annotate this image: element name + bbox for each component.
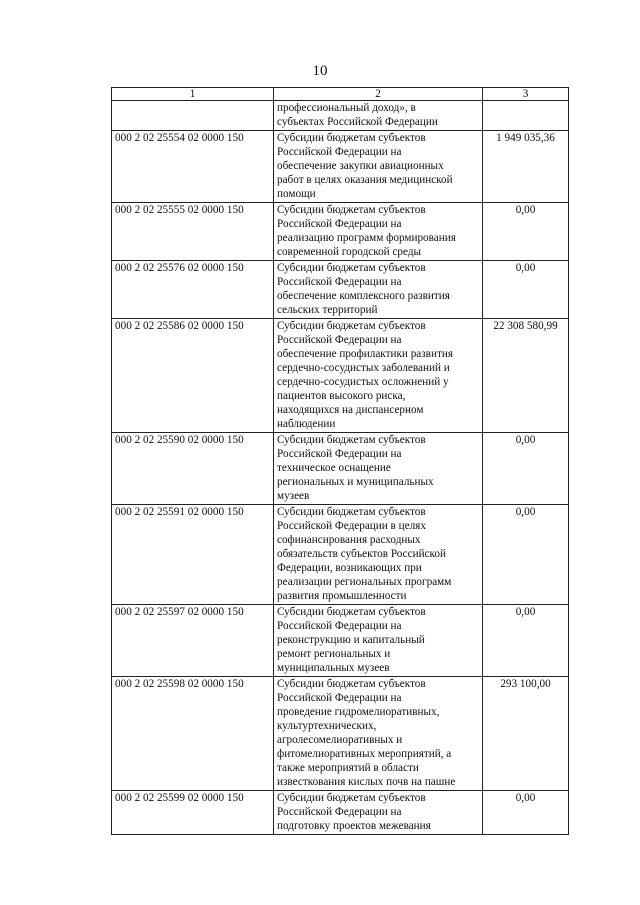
description-line: Субсидии бюджетам субъектов [277, 204, 426, 216]
description-line: сельских территорий [277, 304, 378, 316]
description-line: Субсидии бюджетам субъектов [277, 434, 426, 446]
description-line: фитомелиоративных мероприятий, а [277, 748, 452, 760]
budget-code [112, 101, 274, 131]
description-line: Субсидии бюджетам субъектов [277, 262, 426, 274]
description-line: современной городской среды [277, 246, 422, 258]
description-line: Российской Федерации на [277, 334, 402, 346]
table-row [112, 605, 569, 677]
subsidy-description [274, 791, 483, 835]
amount-value: 1 949 035,36 [483, 131, 569, 203]
subsidy-description [274, 433, 483, 505]
description-line: Субсидии бюджетам субъектов [277, 320, 426, 332]
description-line: реализацию программ формирования [277, 232, 456, 244]
table-row [112, 677, 569, 791]
table-row [112, 319, 569, 433]
description-line: наблюдении [277, 418, 336, 430]
description-line: Российской Федерации на [277, 218, 402, 230]
description-line: профессиональный доход», в [277, 102, 416, 114]
description-line: Российской Федерации на [277, 692, 402, 704]
description-line: Субсидии бюджетам субъектов [277, 132, 426, 144]
description-line: реализации региональных программ [277, 576, 452, 588]
description-line: сердечно-сосудистых осложнений у [277, 376, 449, 388]
description-line: развития промышленности [277, 590, 407, 602]
description-line: региональных и муниципальных [277, 476, 434, 488]
subsidy-description [274, 101, 483, 131]
budget-table [111, 87, 569, 835]
description-line: подготовку проектов межевания [277, 820, 431, 832]
description-line: помощи [277, 188, 316, 200]
description-line: также мероприятий в области [277, 762, 419, 774]
description-line: обеспечение закупки авиационных [277, 160, 444, 172]
description-line: Российской Федерации на [277, 620, 402, 632]
description-line: Российской Федерации в целях [277, 520, 426, 532]
amount-value: 0,00 [483, 505, 569, 605]
amount-value [483, 101, 569, 131]
table-row [112, 433, 569, 505]
description-line: ремонт региональных и [277, 648, 391, 660]
subsidy-description [274, 605, 483, 677]
description-line: муниципальных музеев [277, 662, 390, 674]
description-line: Субсидии бюджетам субъектов [277, 606, 426, 618]
table-row [112, 131, 569, 203]
table-row [112, 261, 569, 319]
amount-value: 22 308 580,99 [483, 319, 569, 433]
budget-code: 000 2 02 25599 02 0000 150 [112, 791, 274, 835]
description-line: находящихся на диспансерном [277, 404, 424, 416]
description-line: обеспечение комплексного развития [277, 290, 450, 302]
budget-code: 000 2 02 25586 02 0000 150 [112, 319, 274, 433]
header-row [112, 88, 569, 101]
amount-value: 0,00 [483, 791, 569, 835]
description-line: Российской Федерации на [277, 448, 402, 460]
table-body [112, 101, 569, 835]
column-header-1: 1 [112, 88, 274, 101]
description-line: обеспечение профилактики развития [277, 348, 453, 360]
description-line: Российской Федерации на [277, 276, 402, 288]
table-row [112, 505, 569, 605]
budget-code: 000 2 02 25591 02 0000 150 [112, 505, 274, 605]
description-line: известкования кислых почв на пашне [277, 776, 456, 788]
description-line: проведение гидромелиоративных, [277, 706, 440, 718]
table-row [112, 203, 569, 261]
description-line: Российской Федерации на [277, 806, 402, 818]
subsidy-description [274, 261, 483, 319]
budget-code: 000 2 02 25597 02 0000 150 [112, 605, 274, 677]
description-line: обязательств субъектов Российской [277, 548, 446, 560]
subsidy-description [274, 677, 483, 791]
budget-code: 000 2 02 25598 02 0000 150 [112, 677, 274, 791]
table-header [112, 88, 569, 101]
description-line: сердечно-сосудистых заболеваний и [277, 362, 450, 374]
amount-value: 293 100,00 [483, 677, 569, 791]
description-line: Субсидии бюджетам субъектов [277, 506, 426, 518]
description-line: Российской Федерации на [277, 146, 402, 158]
subsidy-description [274, 319, 483, 433]
description-line: работ в целях оказания медицинской [277, 174, 453, 186]
page-number: 10 [312, 63, 328, 79]
description-line: техническое оснащение [277, 462, 391, 474]
description-line: пациентов высокого риска, [277, 390, 406, 402]
budget-code: 000 2 02 25554 02 0000 150 [112, 131, 274, 203]
table-row [112, 791, 569, 835]
budget-code: 000 2 02 25576 02 0000 150 [112, 261, 274, 319]
column-header-2: 2 [274, 88, 483, 101]
table-row [112, 101, 569, 131]
description-line: реконструкцию и капитальный [277, 634, 425, 646]
description-line: субъектах Российской Федерации [277, 116, 438, 128]
amount-value: 0,00 [483, 203, 569, 261]
description-line: музеев [277, 490, 310, 502]
description-line: Субсидии бюджетам субъектов [277, 678, 426, 690]
description-line: агролесомелиоративных и [277, 734, 403, 746]
amount-value: 0,00 [483, 433, 569, 505]
amount-value: 0,00 [483, 261, 569, 319]
description-line: Субсидии бюджетам субъектов [277, 792, 426, 804]
description-line: культуртехнических, [277, 720, 377, 732]
subsidy-description [274, 505, 483, 605]
subsidy-description [274, 131, 483, 203]
description-line: софинансирования расходных [277, 534, 421, 546]
budget-code: 000 2 02 25590 02 0000 150 [112, 433, 274, 505]
subsidy-description [274, 203, 483, 261]
description-line: Федерации, возникающих при [277, 562, 422, 574]
amount-value: 0,00 [483, 605, 569, 677]
column-header-3: 3 [483, 88, 569, 101]
budget-code: 000 2 02 25555 02 0000 150 [112, 203, 274, 261]
